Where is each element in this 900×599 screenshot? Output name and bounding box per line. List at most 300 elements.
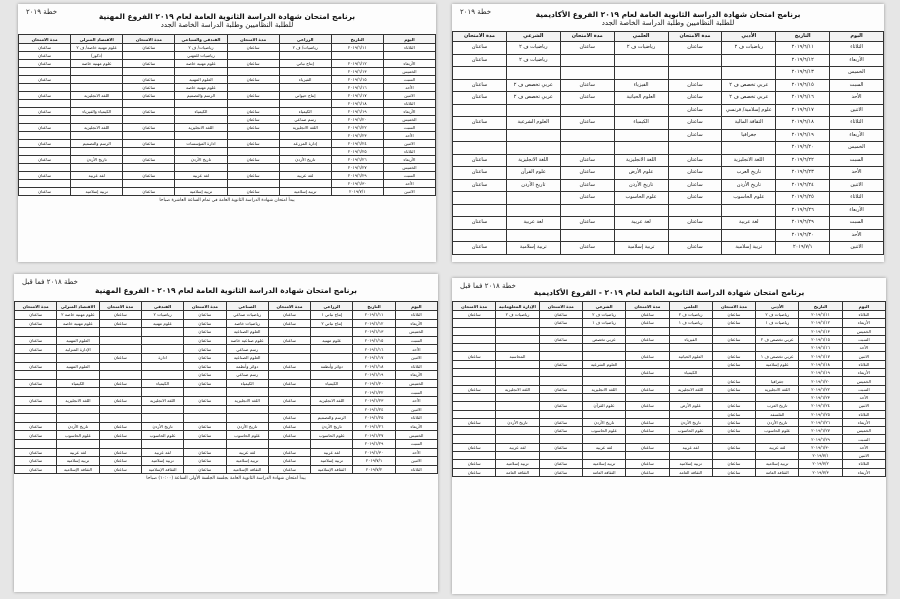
duration-cell (19, 68, 71, 76)
table-row (15, 448, 438, 457)
day-cell: الاثنين (395, 457, 437, 466)
duration-cell (184, 414, 226, 423)
duration-cell: ساعتان (15, 345, 57, 354)
subject-cell: تاريخ الأردن (614, 179, 668, 192)
subject-cell: علوم الحاسوب (57, 431, 99, 440)
day-cell: الأربعاء (395, 422, 437, 431)
duration-cell: ساعتان (268, 422, 310, 431)
day-cell: الاثنين (842, 402, 885, 410)
table-row (19, 108, 436, 116)
day-cell: السبت (830, 217, 884, 230)
subject-cell: عربي تخصص ف ١ (756, 352, 799, 360)
day-cell: الاثنين (383, 188, 435, 196)
duration-cell: ساعتان (123, 108, 175, 116)
subject-cell (311, 439, 353, 448)
duration-cell: ساعتان (268, 465, 310, 474)
subject-cell: الفيزياء (669, 335, 712, 343)
duration-cell: ساعتان (560, 154, 614, 167)
table-body (453, 311, 886, 477)
duration-cell: ساعتان (19, 188, 71, 196)
schedule-table (14, 301, 438, 474)
day-cell: السبت (383, 124, 435, 132)
subject-cell: علوم مهنية خاصة/ ف ٢ (71, 44, 123, 52)
subject-cell: اللغة الانجليزية (506, 154, 560, 167)
duration-cell (453, 319, 496, 327)
day-cell: الأربعاء (383, 60, 435, 68)
subject-cell (669, 327, 712, 335)
subject-cell: رياضيات/ ف ٢ (175, 44, 227, 52)
subject-cell: اللغة الانجليزية (57, 396, 99, 405)
duration-cell (453, 402, 496, 410)
duration-cell (227, 148, 279, 156)
duration-cell: ساعتان (453, 179, 507, 192)
table-row (19, 68, 436, 76)
table-row (453, 142, 884, 155)
duration-cell: ساعتان (453, 117, 507, 130)
date-cell: ٢٠١٩/٦/٢٧ (799, 427, 842, 435)
duration-cell: ساعتان (453, 242, 507, 255)
subject-cell: علوم الحاسوب (614, 192, 668, 205)
duration-cell: ساعتان (560, 117, 614, 130)
subject-cell (496, 393, 539, 401)
date-cell: ٢٠١٩/٦/٢٩ (799, 435, 842, 443)
duration-cell: ساعتان (453, 79, 507, 92)
day-cell: السبت (842, 335, 885, 343)
duration-cell: ساعتان (626, 311, 669, 319)
duration-cell (99, 336, 141, 345)
header-row (15, 302, 438, 311)
date-cell: ٢٠١٩/٦/١٢ (331, 60, 383, 68)
subject-cell: الإدارة المنزلية (57, 345, 99, 354)
table-row (453, 402, 886, 410)
subject-cell (311, 353, 353, 362)
date-cell: ٢٠١٩/٦/٣٠ (776, 229, 830, 242)
duration-cell (453, 142, 507, 155)
subject-cell: علوم الحاسوب (226, 431, 268, 440)
subject-cell: علوم الحاسوب (141, 431, 183, 440)
subject-cell: علوم إسلامية/ فرنسي (722, 104, 776, 117)
subject-cell: العلوم المهنية (57, 336, 99, 345)
duration-cell: ساعتان (227, 172, 279, 180)
subject-cell (279, 84, 331, 92)
subject-cell (141, 405, 183, 414)
duration-cell: ساعتان (123, 156, 175, 164)
date-cell: ٢٠١٩/٦/١٩ (331, 108, 383, 116)
subject-cell (669, 344, 712, 352)
subject-cell: اللغة الانجليزية (71, 124, 123, 132)
duration-cell: ساعتان (19, 140, 71, 148)
table-row (453, 410, 886, 418)
column-header: الاقتصاد المنزلي (71, 35, 123, 44)
day-cell: الاثنين (395, 353, 437, 362)
subject-cell: اللغة الانجليزية (614, 154, 668, 167)
subject-cell: تربية إسلامية (279, 188, 331, 196)
duration-cell (123, 100, 175, 108)
duration-cell: ساعتان (668, 79, 722, 92)
duration-cell: ساعتان (99, 448, 141, 457)
subject-cell: علوم الحاسوب (756, 427, 799, 435)
duration-cell (453, 452, 496, 460)
column-header: الأدبي (756, 302, 799, 311)
subject-cell: جغرافيا (756, 377, 799, 385)
duration-cell (712, 327, 755, 335)
table-row (453, 117, 884, 130)
day-cell: الأحد (830, 229, 884, 242)
table-row (15, 336, 438, 345)
duration-cell: ساعتان (184, 353, 226, 362)
table-row (15, 405, 438, 414)
day-cell: الثلاثاء (842, 410, 885, 418)
duration-cell: ساعتان (19, 156, 71, 164)
subject-cell (669, 393, 712, 401)
duration-cell: ساعتان (268, 311, 310, 320)
subject-cell (506, 192, 560, 205)
duration-cell: ساعتان (626, 427, 669, 435)
table-row (453, 435, 886, 443)
subject-cell: رياضيات ف ١ (756, 319, 799, 327)
subject-cell (71, 116, 123, 124)
header-row (453, 302, 886, 311)
duration-cell: ساعتان (453, 352, 496, 360)
column-header: التاريخ (353, 302, 395, 311)
table-row (19, 164, 436, 172)
table-row (453, 67, 884, 80)
duration-cell: ساعتان (123, 188, 175, 196)
subject-cell: رياضيات ف ١ (582, 319, 625, 327)
duration-cell: ساعتان (560, 92, 614, 105)
duration-cell (626, 327, 669, 335)
subject-cell (496, 435, 539, 443)
subject-cell: ادارة (141, 353, 183, 362)
duration-cell: ساعتان (99, 431, 141, 440)
column-header: الأدبي (722, 32, 776, 42)
duration-cell: ساعتان (453, 468, 496, 476)
duration-cell (227, 164, 279, 172)
duration-cell: ساعتان (626, 443, 669, 451)
day-cell: السبت (830, 79, 884, 92)
subject-cell (506, 142, 560, 155)
subject-cell: العلوم الشرعية (506, 117, 560, 130)
duration-cell: ساعتان (539, 385, 582, 393)
duration-cell: ساعتان (539, 402, 582, 410)
duration-cell: ساعتان (268, 379, 310, 388)
subject-cell: اللغة الانجليزية (175, 124, 227, 132)
duration-cell: ساعتان (626, 369, 669, 377)
date-cell: ٢٠١٩/٦/٢٠ (799, 377, 842, 385)
subject-cell (669, 452, 712, 460)
date-cell: ٢٠١٩/٦/١١ (353, 311, 395, 320)
duration-cell: ساعتان (712, 311, 755, 319)
subject-cell: الكيمياء (311, 379, 353, 388)
date-cell: ٢٠١٩/٦/١٩ (799, 369, 842, 377)
subject-cell: إنتاج نباتي ٢ (311, 319, 353, 328)
subject-cell: الكيمياء والفيزياء (71, 108, 123, 116)
column-header: اليوم (383, 35, 435, 44)
table-body (19, 44, 436, 196)
subject-cell: علوم مهنية (141, 319, 183, 328)
subject-cell: علوم الحاسوب (722, 192, 776, 205)
duration-cell: ساعتان (99, 465, 141, 474)
schedule-sheet-academic-old-plan (452, 278, 886, 594)
subject-cell: إدارة المزرعة (279, 140, 331, 148)
date-cell: ٢٠١٩/٧/٣ (799, 468, 842, 476)
duration-cell: ساعتان (123, 172, 175, 180)
date-cell: ٢٠١٩/٦/٢٢ (776, 154, 830, 167)
duration-cell: ساعتان (227, 188, 279, 196)
table-row (15, 328, 438, 337)
duration-cell: ساعتان (184, 345, 226, 354)
day-cell: السبت (383, 172, 435, 180)
subject-cell: اللغة الانجليزية (582, 385, 625, 393)
subject-cell: تربية إسلامية (582, 460, 625, 468)
subject-cell: الكيمياء (141, 379, 183, 388)
duration-cell: ساعتان (668, 42, 722, 55)
duration-cell: ساعتان (268, 319, 310, 328)
day-cell: الأحد (842, 393, 885, 401)
date-cell: ٢٠١٩/٦/٢٢ (799, 385, 842, 393)
duration-cell: ساعتان (184, 457, 226, 466)
duration-cell: ساعتان (626, 402, 669, 410)
table-row (453, 179, 884, 192)
duration-cell (453, 393, 496, 401)
subject-cell (496, 369, 539, 377)
table-row (453, 79, 884, 92)
subject-cell: اللغة الانجليزية (311, 396, 353, 405)
table-body (453, 42, 884, 255)
day-cell: الثلاثاء (842, 360, 885, 368)
duration-cell (560, 104, 614, 117)
date-cell: ٢٠١٩/٦/١٣ (331, 68, 383, 76)
subject-cell (496, 335, 539, 343)
table-row (453, 311, 886, 319)
subject-cell (614, 54, 668, 67)
duration-cell (99, 388, 141, 397)
table-row (453, 319, 886, 327)
subject-cell: الفيزياء (614, 79, 668, 92)
table-row (453, 129, 884, 142)
subject-cell: رسم صناعي (279, 116, 331, 124)
day-cell: الخميس (383, 68, 435, 76)
subject-cell (614, 204, 668, 217)
table-body (15, 311, 438, 474)
duration-cell (453, 204, 507, 217)
date-cell: ٢٠١٩/٦/١٨ (331, 100, 383, 108)
duration-cell (453, 344, 496, 352)
duration-cell (560, 129, 614, 142)
duration-cell (539, 435, 582, 443)
date-cell: ٢٠١٩/٦/١٧ (776, 104, 830, 117)
table-row (19, 140, 436, 148)
duration-cell: ساعتان (539, 319, 582, 327)
subject-cell: تربية إسلامية (506, 242, 560, 255)
date-cell: ٢٠١٩/٦/١٧ (799, 352, 842, 360)
table-row (19, 116, 436, 124)
duration-cell: ساعتان (453, 385, 496, 393)
subject-cell: عربي تخصص ف ٢ (722, 92, 776, 105)
subject-cell (582, 344, 625, 352)
table-row (15, 319, 438, 328)
subject-cell (506, 229, 560, 242)
day-cell: الأربعاء (842, 418, 885, 426)
duration-cell (227, 84, 279, 92)
subject-cell (279, 132, 331, 140)
day-cell: الأحد (842, 344, 885, 352)
column-header: مدة الامتحان (184, 302, 226, 311)
subject-cell (311, 328, 353, 337)
duration-cell: ساعتان (15, 311, 57, 320)
duration-cell (227, 100, 279, 108)
subject-cell: اللغة الانجليزية (279, 124, 331, 132)
day-cell: الأربعاء (842, 319, 885, 327)
subject-cell (57, 328, 99, 337)
subject-cell (582, 452, 625, 460)
duration-cell (184, 405, 226, 414)
table-row (453, 242, 884, 255)
duration-cell (539, 344, 582, 352)
subject-cell: تربية إسلامية (669, 460, 712, 468)
date-cell: ٢٠١٩/٦/٢٥ (331, 148, 383, 156)
subject-cell (141, 328, 183, 337)
date-cell: ٢٠١٩/٦/٢٣ (799, 393, 842, 401)
date-cell: ٢٠١٩/٦/٢٠ (353, 379, 395, 388)
duration-cell: ساعتان (560, 192, 614, 205)
subject-cell: الثقافة الإسلامية (141, 465, 183, 474)
subject-cell: تاريخ الأردن (756, 418, 799, 426)
subject-cell (57, 388, 99, 397)
subject-cell: تربية إسلامية (756, 460, 799, 468)
duration-cell: ساعتان (15, 362, 57, 371)
date-cell: ٢٠١٩/٦/١٨ (776, 117, 830, 130)
duration-cell (15, 439, 57, 448)
table-row (19, 92, 436, 100)
duration-cell (227, 180, 279, 188)
subject-cell (141, 336, 183, 345)
table-row (453, 369, 886, 377)
duration-cell (712, 393, 755, 401)
day-cell: الأربعاء (830, 129, 884, 142)
duration-cell: ساعتان (560, 79, 614, 92)
duration-cell: ساعتان (184, 319, 226, 328)
duration-cell: ساعتان (15, 336, 57, 345)
subject-cell: تربية إسلامية (175, 188, 227, 196)
duration-cell (712, 435, 755, 443)
table-row (453, 427, 886, 435)
subject-cell (71, 180, 123, 188)
subject-cell: عربي تخصص ف ٢ (722, 79, 776, 92)
day-cell: الثلاثاء (383, 44, 435, 52)
date-cell: ٢٠١٩/٦/١٣ (776, 67, 830, 80)
subject-cell: عربي تخصص ف ٢ (506, 79, 560, 92)
subject-cell: تاريخ الأردن (582, 418, 625, 426)
day-cell: الأحد (383, 84, 435, 92)
duration-cell: ساعتان (19, 52, 71, 60)
duration-cell (184, 439, 226, 448)
subject-cell: لغة عربية (279, 172, 331, 180)
subject-cell (71, 100, 123, 108)
day-cell: الخميس (842, 377, 885, 385)
date-cell: ٢٠١٩/٦/٢٩ (776, 217, 830, 230)
duration-cell: ساعتان (184, 465, 226, 474)
duration-cell: ساعتان (19, 44, 71, 52)
duration-cell: ساعتان (227, 92, 279, 100)
subject-cell: اللغة الانجليزية (756, 385, 799, 393)
day-cell: الأربعاء (842, 369, 885, 377)
subject-cell: الكيمياء (57, 379, 99, 388)
subject-cell (614, 129, 668, 142)
subject-cell: تاريخ الأردن (722, 179, 776, 192)
subject-cell: تربية إسلامية (57, 457, 99, 466)
day-cell: الأحد (383, 180, 435, 188)
subject-cell (226, 439, 268, 448)
duration-cell (123, 52, 175, 60)
subject-cell (722, 204, 776, 217)
column-header: مدة الامتحان (123, 35, 175, 44)
subject-cell: العلوم المهنية (57, 362, 99, 371)
duration-cell (99, 439, 141, 448)
duration-cell (626, 393, 669, 401)
subject-cell (582, 410, 625, 418)
subject-cell: اللغة الانجليزية (71, 92, 123, 100)
date-cell: ٢٠١٩/٧/١ (799, 452, 842, 460)
subject-cell (614, 104, 668, 117)
date-cell: ٢٠١٩/٦/٣٠ (353, 448, 395, 457)
date-cell: ٢٠١٩/٦/١١ (331, 44, 383, 52)
date-cell: ٢٠١٩/٦/٢٦ (799, 418, 842, 426)
duration-cell: ساعتان (712, 352, 755, 360)
subject-cell (57, 414, 99, 423)
duration-cell (227, 132, 279, 140)
subject-cell: علوم مهنية خاصة (175, 84, 227, 92)
duration-cell: ساعتان (712, 460, 755, 468)
subject-cell: تاريخ الأردن (279, 156, 331, 164)
day-cell: الأربعاء (383, 156, 435, 164)
duration-cell: ساعتان (712, 402, 755, 410)
table-row (453, 352, 886, 360)
day-cell: الخميس (383, 164, 435, 172)
day-cell: الثلاثاء (395, 414, 437, 423)
duration-cell (268, 405, 310, 414)
column-header: مدة الامتحان (19, 35, 71, 44)
date-cell: ٢٠١٩/٦/١٧ (331, 92, 383, 100)
table-row (453, 92, 884, 105)
table-row (453, 42, 884, 55)
subject-cell (496, 452, 539, 460)
subject-cell: رياضيات صناعي (226, 311, 268, 320)
duration-cell: ساعتان (15, 319, 57, 328)
date-cell: ٢٠١٩/٦/٢٦ (776, 204, 830, 217)
duration-cell: ساعتان (539, 418, 582, 426)
duration-cell (184, 388, 226, 397)
day-cell: الثلاثاء (395, 362, 437, 371)
subject-cell (496, 319, 539, 327)
subject-cell: تاريخ الأردن (226, 422, 268, 431)
subject-cell: رياضيات ف ٢ (582, 311, 625, 319)
duration-cell: ساعتان (453, 460, 496, 468)
subject-cell (669, 360, 712, 368)
date-cell: ٢٠١٩/٦/٢٠ (331, 116, 383, 124)
subject-cell: رياضيات ف ٢ (669, 311, 712, 319)
date-cell: ٢٠١٩/٧/١ (353, 457, 395, 466)
duration-cell: ساعتان (123, 60, 175, 68)
duration-cell (560, 204, 614, 217)
date-cell: ٢٠١٩/٦/٢٦ (331, 156, 383, 164)
duration-cell: ساعتان (539, 427, 582, 435)
table-row (15, 414, 438, 423)
subject-cell: إنتاج نباتي (279, 60, 331, 68)
day-cell: الخميس (395, 379, 437, 388)
table-row (453, 377, 886, 385)
duration-cell (268, 388, 310, 397)
